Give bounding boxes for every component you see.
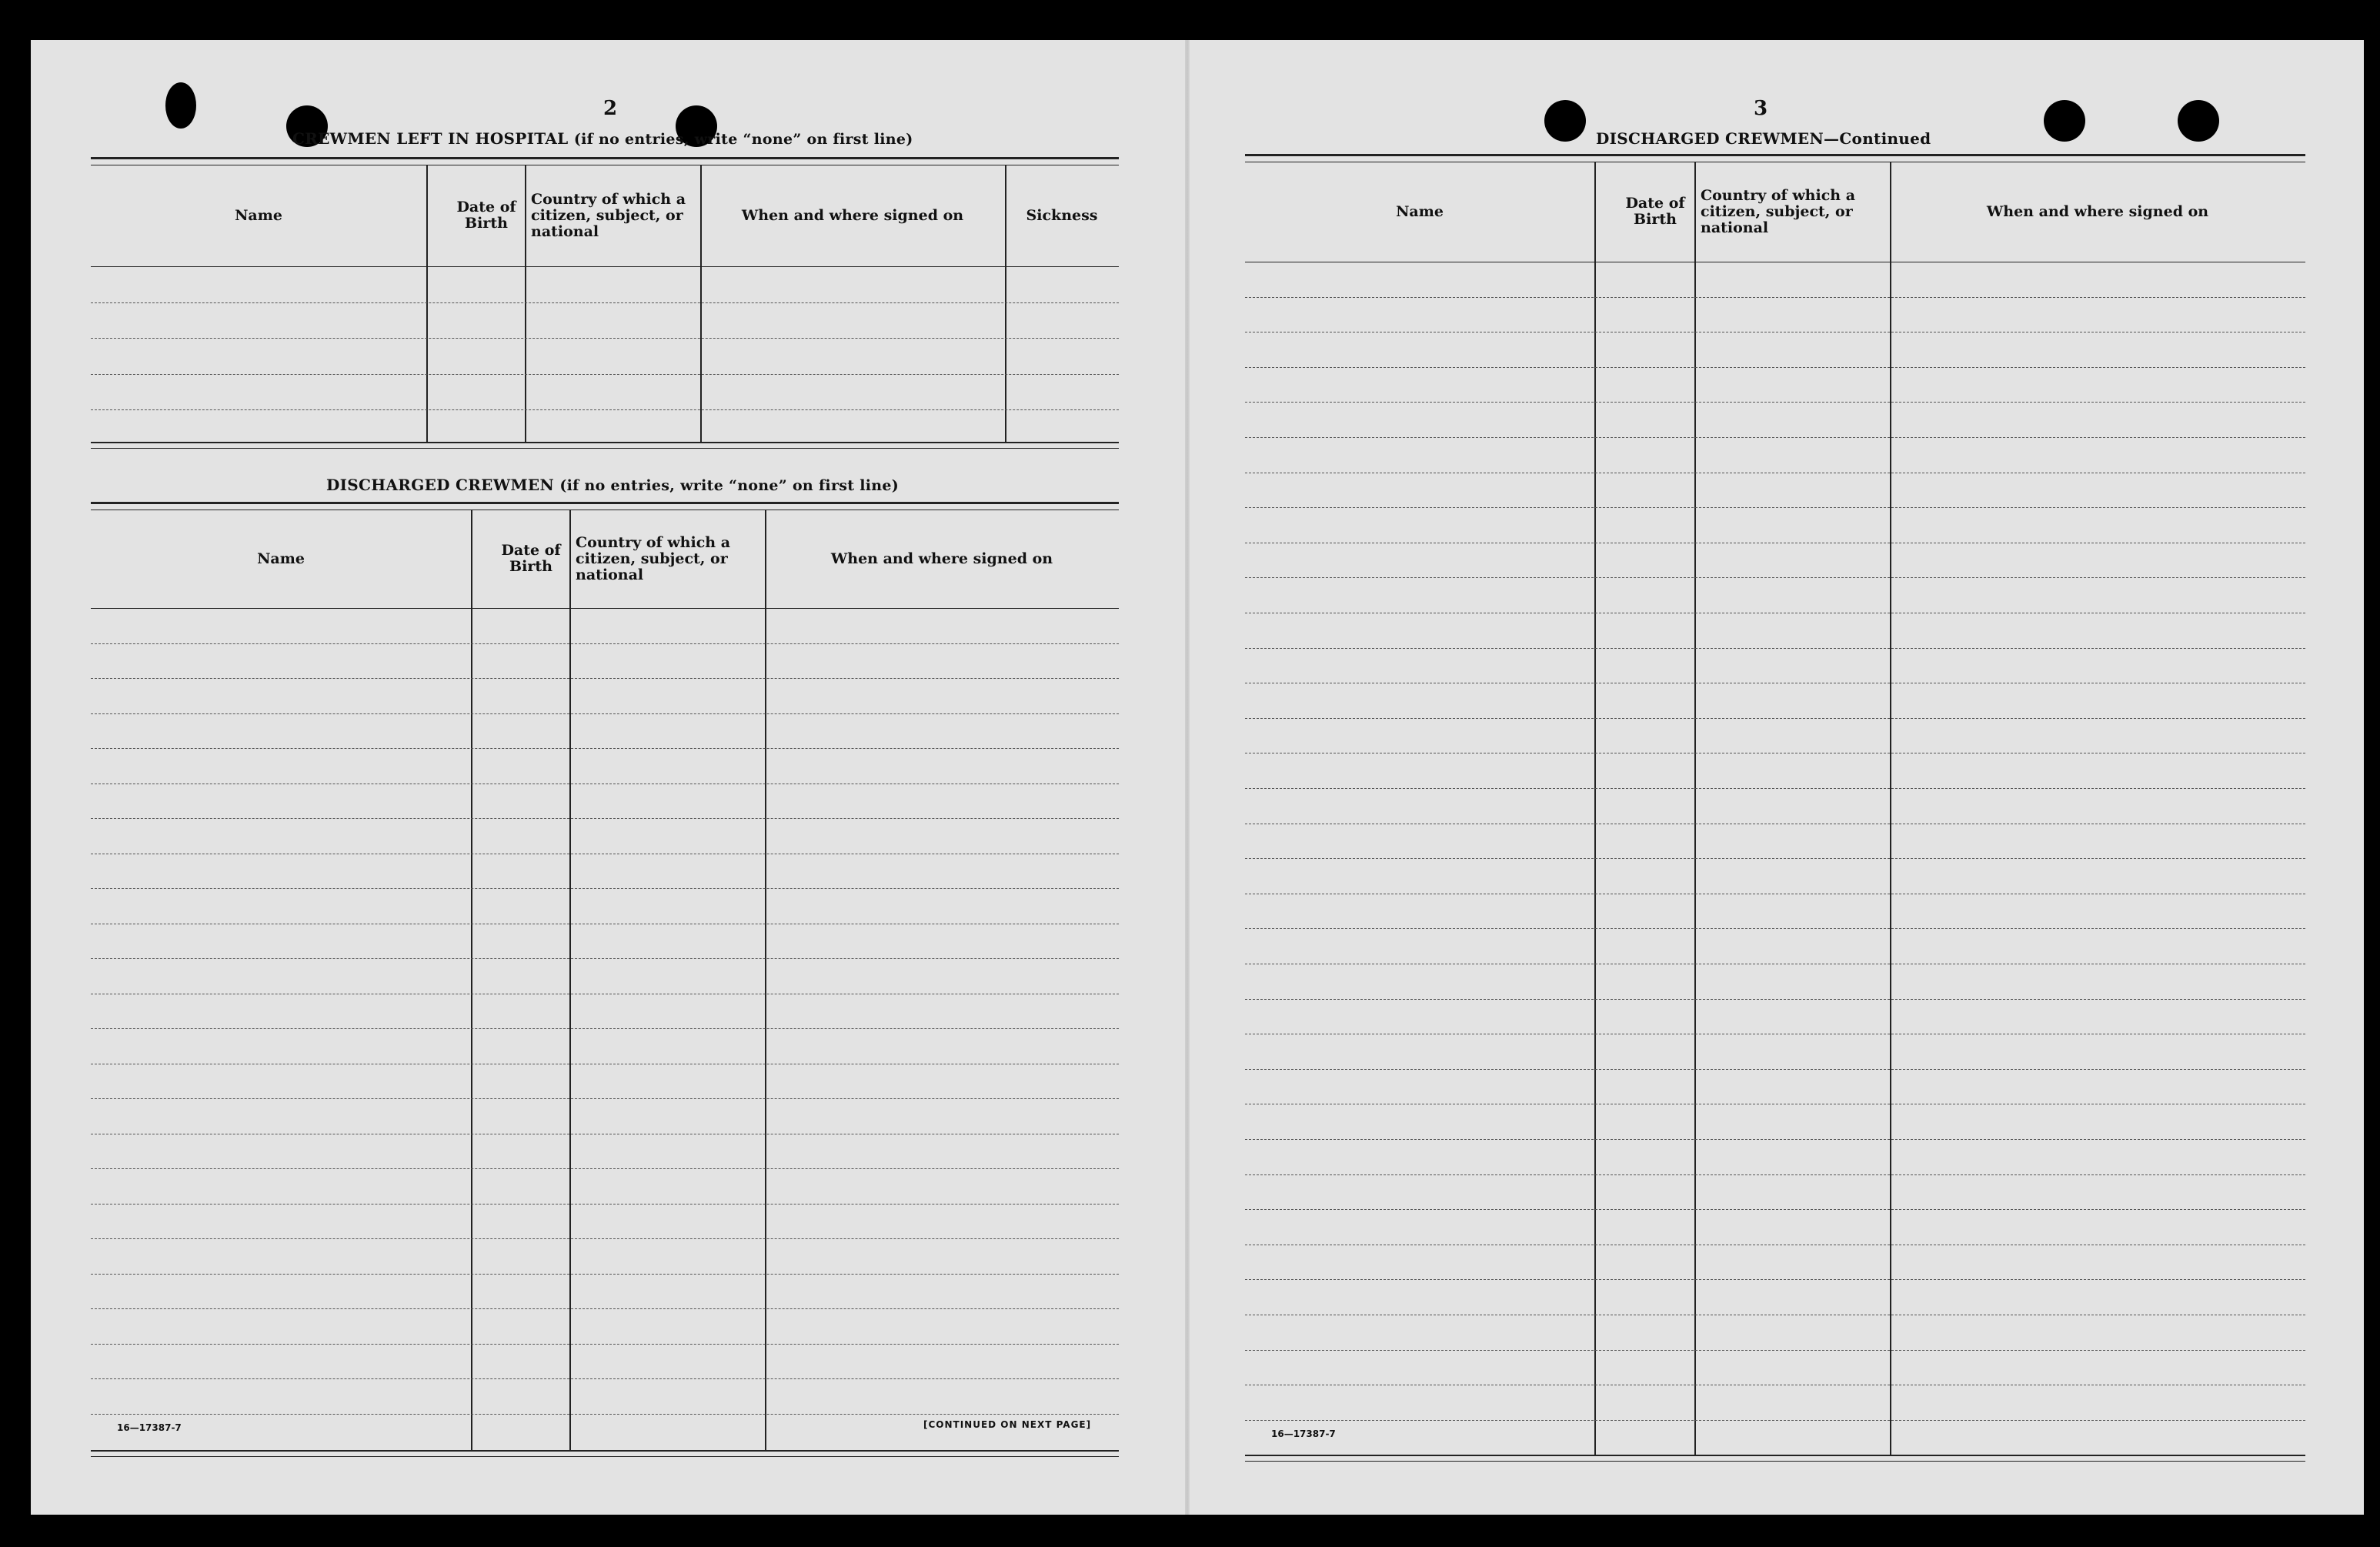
table-row	[1245, 1209, 2305, 1210]
column-header: When and where signed on	[741, 206, 964, 224]
column-header: When and where signed on	[1986, 202, 2209, 220]
column-divider	[1694, 162, 1696, 1455]
table-row	[91, 1308, 1119, 1309]
table-row	[91, 302, 1119, 303]
column-header: Country of which a citizen, subject, or national	[531, 190, 686, 240]
continued-note: [CONTINUED ON NEXT PAGE]	[923, 1419, 1092, 1430]
table-bottom-rule	[91, 442, 1119, 449]
punch-hole	[2178, 100, 2219, 142]
column-header: Name	[235, 206, 282, 224]
header-bottom-rule	[91, 608, 1119, 609]
hospital-title-text: CREWMEN LEFT IN HOSPITAL	[292, 129, 569, 148]
table-bottom-rule	[1245, 1455, 2305, 1462]
discharged-title-note: (if no entries, write “none” on first line)	[559, 477, 900, 494]
column-header: Country of which a citizen, subject, or national	[576, 533, 731, 583]
table-row	[1245, 297, 2305, 298]
table-row	[1245, 1420, 2305, 1421]
table-row	[91, 338, 1119, 339]
table-row	[1245, 1279, 2305, 1280]
table-row	[1245, 1069, 2305, 1070]
page-fold	[1185, 40, 1190, 1515]
table-row	[1245, 507, 2305, 508]
form-code-right: 16—17387-7	[1271, 1428, 1336, 1439]
column-header: Country of which a citizen, subject, or national	[1701, 186, 1856, 236]
table-row	[91, 1414, 1119, 1415]
punch-hole	[1544, 100, 1586, 142]
column-header: Name	[257, 550, 305, 567]
column-divider	[1890, 162, 1891, 1455]
table-row	[1245, 928, 2305, 929]
discharged-continued-table	[1245, 154, 2305, 1462]
punch-hole	[2044, 100, 2085, 142]
table-row	[1245, 648, 2305, 649]
column-header: Name	[1396, 202, 1444, 220]
table-row	[1245, 718, 2305, 719]
column-header: Date of Birth	[1625, 195, 1685, 228]
table-row	[1245, 437, 2305, 438]
discharged-section-title	[326, 476, 899, 494]
table-row	[91, 713, 1119, 714]
column-header: Date of Birth	[456, 199, 516, 232]
table-row	[1245, 367, 2305, 368]
hospital-title-note: (if no entries, write “none” on first line)	[573, 131, 913, 148]
table-row	[91, 1204, 1119, 1205]
hospital-table	[91, 157, 1119, 449]
discharged-continued-title: DISCHARGED CREWMEN—Continued	[1596, 129, 1931, 148]
table-bottom-rule	[91, 1450, 1119, 1457]
table-row	[1245, 1139, 2305, 1140]
table-row	[91, 888, 1119, 889]
table-row	[91, 1378, 1119, 1379]
table-row	[91, 643, 1119, 644]
form-code-left: 16—17387-7	[117, 1422, 182, 1433]
table-row	[91, 818, 1119, 819]
table-row	[91, 1098, 1119, 1099]
table-row	[1245, 1174, 2305, 1175]
table-row	[1245, 788, 2305, 789]
column-header: Sickness	[1026, 206, 1098, 224]
discharged-title-text: DISCHARGED CREWMEN	[326, 476, 555, 494]
table-row	[1245, 999, 2305, 1000]
hospital-section-title	[292, 129, 913, 148]
table-row	[91, 748, 1119, 749]
table-row	[91, 1028, 1119, 1029]
table-row	[91, 958, 1119, 959]
table-row	[1245, 577, 2305, 578]
page-number-left: 2	[603, 97, 618, 120]
column-header: Date of Birth	[501, 542, 561, 575]
table-row	[91, 1238, 1119, 1239]
column-divider	[1594, 162, 1596, 1455]
discharged-table	[91, 502, 1119, 1459]
page-number-right: 3	[1753, 97, 1768, 120]
table-row	[1245, 402, 2305, 403]
table-row	[1245, 858, 2305, 859]
table-row	[91, 374, 1119, 375]
table-row	[91, 1274, 1119, 1275]
punch-hole	[165, 82, 196, 129]
header-bottom-rule	[91, 266, 1119, 267]
table-row	[91, 1344, 1119, 1345]
table-row	[1245, 1350, 2305, 1351]
table-row	[91, 678, 1119, 679]
scanned-sheet	[31, 40, 2364, 1515]
column-header: When and where signed on	[830, 550, 1053, 567]
table-row	[91, 1168, 1119, 1169]
table-row	[91, 409, 1119, 410]
